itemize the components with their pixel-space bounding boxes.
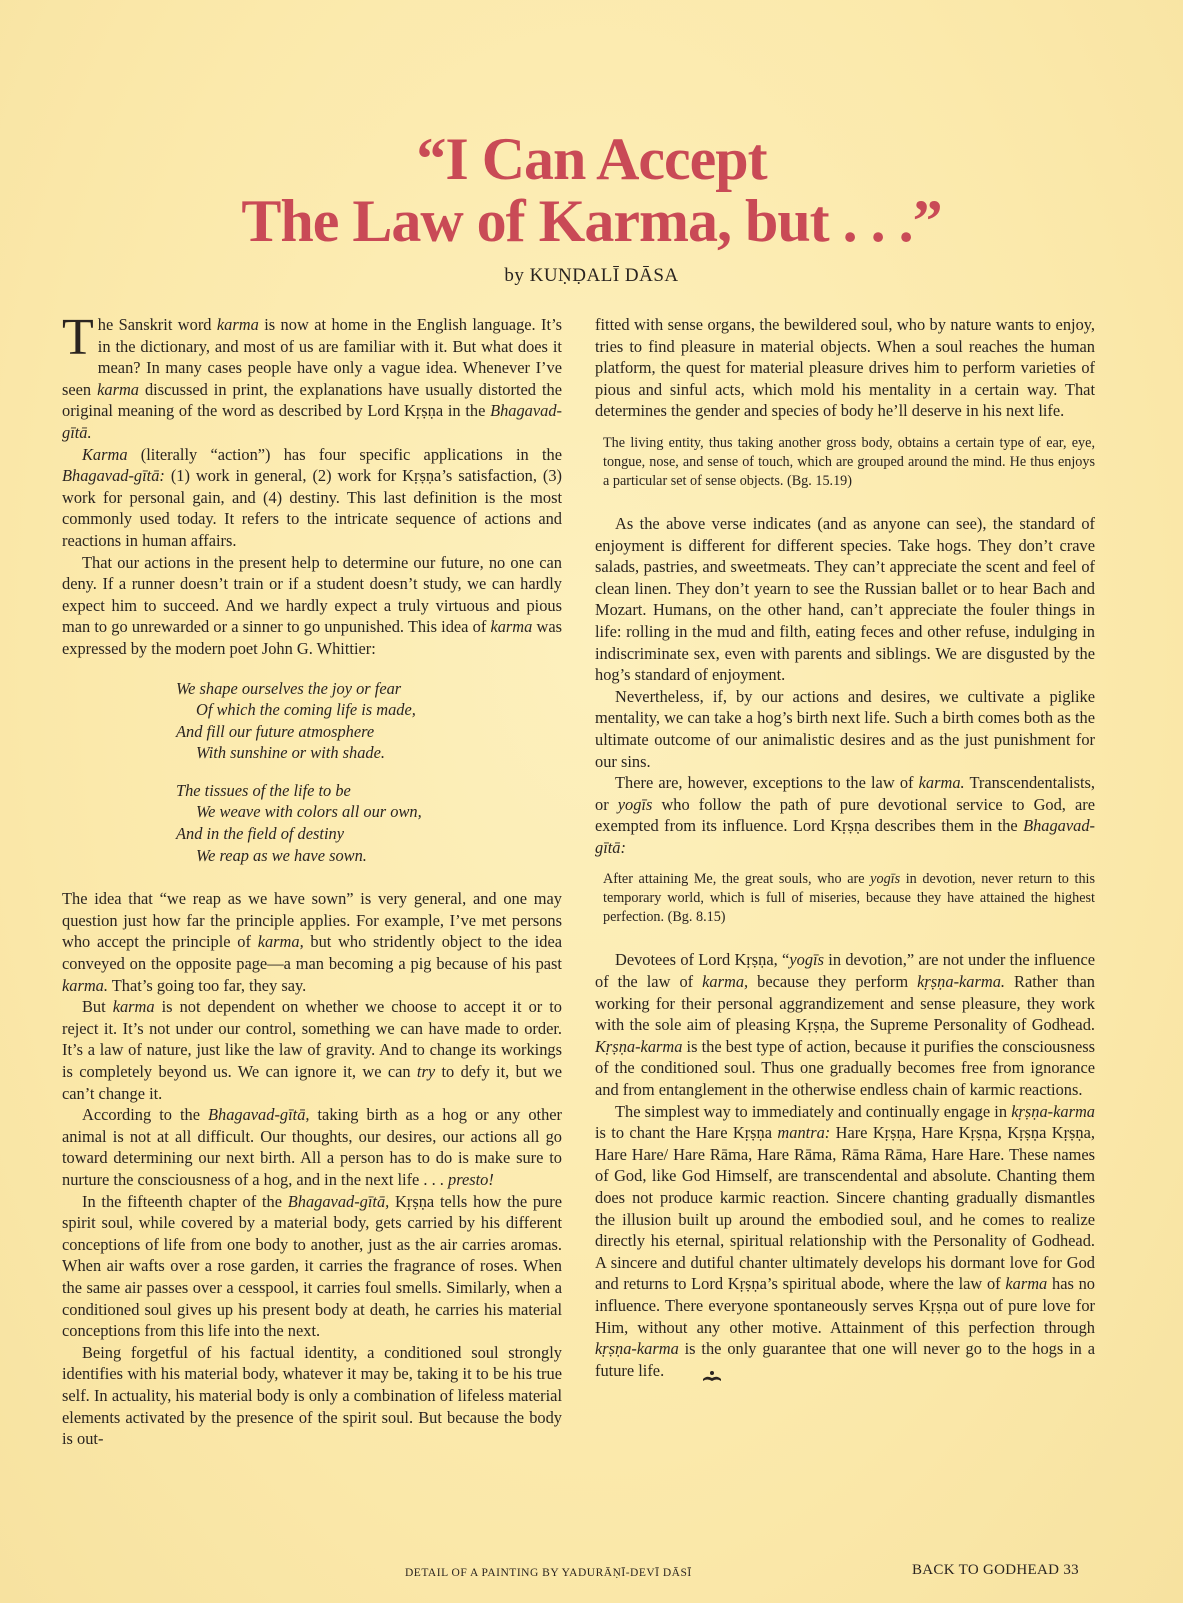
paragraph: fitted with sense organs, the bewildered soul, who by nature wants to enjoy, tries to find pleasure in material objects. When a soul reaches the human platform, the quest for material pleasure drives him to perform varieties of pious and sinful acts, which mold his mentality in a certain way. That determines the gender and species of body he’ll deserve in his next life.	[595, 315, 1095, 421]
poem-stanza	[176, 678, 562, 764]
poem	[176, 678, 562, 867]
title-line-2: The Law of Karma, but . . .”	[241, 188, 942, 254]
paragraph: Devotees of Lord Kṛṣṇa, “yogīs in devotion,” are not under the influence of the law of karma, because they perform kṛṣṇa-karma. Rather than working for their personal aggrandizement and sense pleasure, they work with the sole aim of pleasing Kṛṣṇa, the Supreme Personality of Godhead. Kṛṣṇa-karma is the best type of action, because it purifies the consciousness of the conditioned soul. Thus one gradually becomes free from ignorance and from entanglement in the otherwise endless chain of karmic reactions.	[595, 950, 1096, 1100]
poem-line: We reap as we have sown.	[196, 845, 367, 865]
poem-line: We shape ourselves the joy or fear	[176, 678, 402, 698]
verse-quote: The living entity, thus taking another gross body, obtains a certain type of ear, eye, tongue, nose, and sense of touch, which are grouped around the mind. He thus enjoys a particular set of sense objects. (Bg. 15.19)	[603, 434, 1095, 489]
paragraph: According to the Bhagavad-gītā, taking birth as a hog or any other animal is not at all difficult. Our thoughts, our desires, our actions all go toward determining our next birth. All a person has to do is make sure to nurture the consciousness of a hog, and in the next life . . . presto!	[62, 1105, 563, 1189]
poem-line: The tissues of the life to be	[176, 780, 351, 800]
poem-line: And in the field of destiny	[176, 824, 344, 844]
paragraph: The simplest way to immediately and continually engage in kṛṣṇa-karma is to chant the Hare Kṛṣṇa mantra: Hare Kṛṣṇa, Hare Kṛṣṇa, Kṛṣṇa Kṛṣṇa, Hare Hare/ Hare Rāma, Hare Rāma, Rāma Rāma, Hare Hare. These names of God, like God Himself, are transcendental and absolute. Chanting them does not produce karmic reaction. Sincere chanting gradually dismantles the illusion built up around the embodied soul, and he comes to realize directly his eternal, spiritual relationship with the Personality of Godhead. A sincere and dutiful chanter ultimately develops his dormant love for God and returns to Lord Kṛṣṇa’s spiritual abode, where the law of karma has no influence. There everyone spontaneously serves Kṛṣṇa out of pure love for Him, without any other motive. Attainment of this perfection through kṛṣṇa-karma is the only guarantee that one will never go to the hogs in a future life.	[595, 1101, 1095, 1380]
right-column	[595, 314, 1095, 1381]
left-column	[62, 309, 563, 1450]
verse-quote: After attaining Me, the great souls, who are yogīs in devotion, never return to this temporary world, which is full of miseries, because they have attained the highest perfection. (Bg. 8.15)	[603, 871, 1095, 926]
paragraph: But karma is not dependent on whether we choose to accept it or to reject it. It’s not under our control, something we can have made to order. It’s a law of nature, just like the law of gravity. And to change its workings is completely beyond us. We can ignore it, we can try to defy it, but we can’t change it.	[62, 997, 562, 1103]
poem-stanza	[176, 780, 562, 866]
drop-cap: T	[62, 309, 94, 366]
image-credit: DETAIL OF A PAINTING BY YADURĀṆĪ-DEVĪ DĀSĪ	[405, 1567, 692, 1579]
page-footer: BACK TO GODHEAD 33	[912, 1562, 1079, 1578]
paragraph: In the fifteenth chapter of the Bhagavad-gītā, Kṛṣṇa tells how the pure spirit soul, while covered by a material body, gets carried by his different conceptions of life from one body to another, just as the air carries aromas. When air wafts over a rose garden, it carries the fragrance of roses. When the same air passes over a cesspool, it carries foul smells. Similarly, when a conditioned soul gives up his present body at death, he carries his material conceptions from this life into the next.	[62, 1191, 562, 1341]
paragraph: That our actions in the present help to determine our future, no one can deny. If a runner doesn’t train or if a student doesn’t study, we can hardly expect him to succeed. And we hardly expect a truly virtuous and pious man to go unrewarded or a sinner to go unpunished. This idea of karma was expressed by the modern poet John G. Whittier:	[62, 552, 562, 658]
paragraph: The Sanskrit word karma is now at home in the English language. It’s in the dictionary, and most of us are familiar with it. But what does it mean? In many cases people have only a vague idea. Whenever I’ve seen karma discussed in print, the explanations have usually distorted the original meaning of the word as described by Lord Kṛṣṇa in the Bhagavad-gītā.	[62, 309, 562, 442]
poem-line: We weave with colors all our own,	[196, 802, 422, 822]
paragraph: Nevertheless, if, by our actions and desires, we cultivate a piglike mentality, we can take a hog’s birth next life. Such a birth comes both as the ultimate outcome of our animalistic desires and as the just punishment for our sins.	[595, 686, 1095, 771]
article-title	[0, 128, 1183, 252]
poem-line: Of which the coming life is made,	[196, 700, 416, 720]
paragraph: Being forgetful of his factual identity, a conditioned soul strongly identifies with his material body, whatever it may be, taking it to be his true self. In actuality, his material body is only a combination of lifeless material elements activated by the presence of the spirit soul. But because the body is out-	[62, 1342, 562, 1449]
paragraph: Karma (literally “action”) has four specific applications in the Bhagavad-gītā: (1) work in general, (2) work for Kṛṣṇa’s satisfaction, (3) work for personal gain, and (4) destiny. This last definition is the most commonly used today. It refers to the intricate sequence of actions and reactions in human affairs.	[62, 444, 562, 550]
paragraph: As the above verse indicates (and as anyone can see), the standard of enjoyment is different for different species. Take hogs. They don’t crave salads, pastries, and sweetmeats. They can’t appreciate the scent and feel of clean linen. They don’t yearn to see the Russian ballet or to hear Bach and Mozart. Humans, on the other hand, can’t appreciate the fouler things in life: rolling in the mud and filth, eating feces and other refuse, indulging in indiscriminate sex, even with parents and siblings. We are disgusted by the hog’s standard of enjoyment.	[595, 513, 1095, 685]
poem-line: And fill our future atmosphere	[176, 721, 375, 741]
paragraph: There are, however, exceptions to the law of karma. Transcendentalists, or yogīs who follow the path of pure devotional service to God, are exempted from its influence. Lord Kṛṣṇa describes them in the Bhagavad-gītā:	[595, 773, 1095, 857]
poem-line: With sunshine or with shade.	[196, 743, 385, 763]
byline: by KUṆḌALĪ DĀSA	[504, 265, 679, 286]
paragraph: The idea that “we reap as we have sown” is very general, and one may question just how far the principle applies. For example, I’ve met persons who accept the principle of karma, but who stridently object to the idea conveyed on the opposite page—a man becoming a pig because of his past karma. That’s going too far, they say.	[62, 889, 563, 995]
title-line-1: “I Can Accept	[416, 126, 767, 192]
book-ornament-icon	[682, 1366, 702, 1378]
